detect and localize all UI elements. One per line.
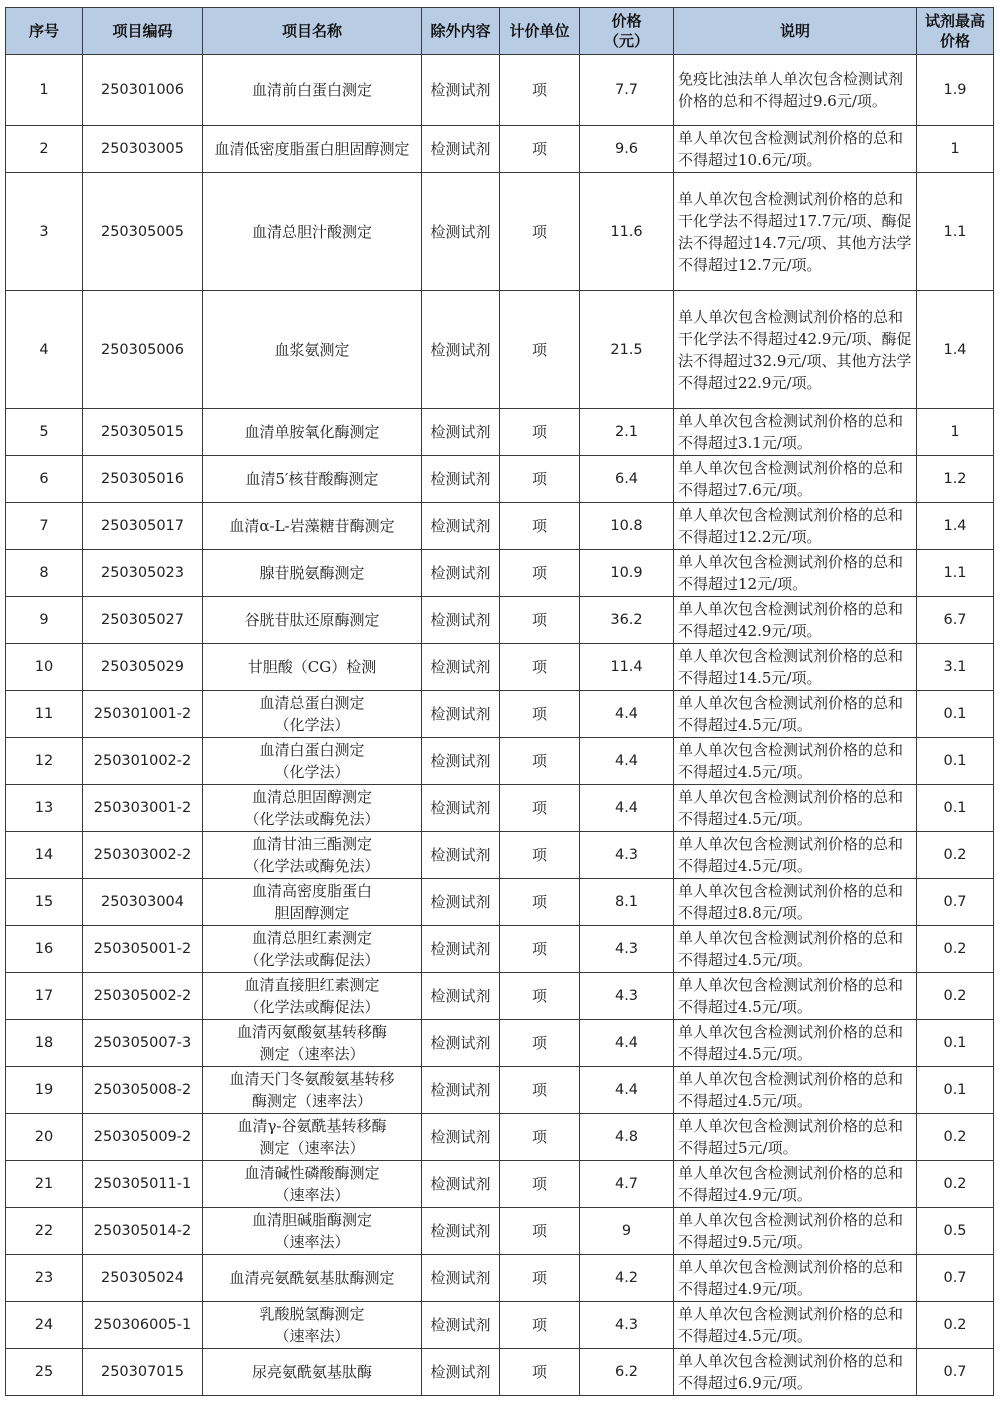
cell-name: 血清丙氨酸氨基转移酶 测定（速率法） (203, 1020, 422, 1067)
cell-code: 250305006 (83, 291, 203, 409)
cell-unit: 项 (500, 550, 580, 597)
table-row (6, 691, 994, 738)
cell-desc: 单人单次包含检测试剂价格的总和不得超过8.8元/项。 (674, 879, 917, 926)
header-name: 项目名称 (203, 8, 422, 55)
cell-unit: 项 (500, 1349, 580, 1396)
cell-seq: 2 (6, 126, 83, 173)
cell-desc: 单人单次包含检测试剂价格的总和不得超过4.5元/项。 (674, 785, 917, 832)
cell-name: 血清总胆固醇测定 （化学法或酶免法） (203, 785, 422, 832)
cell-max-price: 0.2 (917, 973, 994, 1020)
cell-unit: 项 (500, 832, 580, 879)
cell-name: 血清5′核苷酸酶测定 (203, 456, 422, 503)
cell-desc: 单人单次包含检测试剂价格的总和不得超过10.6元/项。 (674, 126, 917, 173)
cell-price: 11.4 (580, 644, 674, 691)
cell-code: 250305023 (83, 550, 203, 597)
cell-name: 尿亮氨酰氨基肽酶 (203, 1349, 422, 1396)
cell-desc: 免疫比浊法单人单次包含检测试剂价格的总和不得超过9.6元/项。 (674, 55, 917, 126)
table-row (6, 597, 994, 644)
cell-unit: 项 (500, 409, 580, 456)
cell-name: 血清总胆汁酸测定 (203, 173, 422, 291)
cell-max-price: 1.9 (917, 55, 994, 126)
cell-exclude: 检测试剂 (422, 291, 500, 409)
cell-seq: 14 (6, 832, 83, 879)
cell-price: 36.2 (580, 597, 674, 644)
cell-unit: 项 (500, 785, 580, 832)
cell-exclude: 检测试剂 (422, 550, 500, 597)
cell-name: 血清胆碱脂酶测定 （速率法） (203, 1208, 422, 1255)
cell-unit: 项 (500, 456, 580, 503)
cell-name: 血清低密度脂蛋白胆固醇测定 (203, 126, 422, 173)
cell-seq: 12 (6, 738, 83, 785)
cell-unit: 项 (500, 1255, 580, 1302)
cell-seq: 5 (6, 409, 83, 456)
cell-seq: 16 (6, 926, 83, 973)
cell-desc: 单人单次包含检测试剂价格的总和不得超过4.5元/项。 (674, 691, 917, 738)
header-unit: 计价单位 (500, 8, 580, 55)
cell-desc: 单人单次包含检测试剂价格的总和不得超过4.5元/项。 (674, 1302, 917, 1349)
table-row (6, 456, 994, 503)
cell-code: 250303002-2 (83, 832, 203, 879)
cell-price: 4.4 (580, 785, 674, 832)
cell-code: 250305009-2 (83, 1114, 203, 1161)
cell-max-price: 0.7 (917, 1255, 994, 1302)
cell-desc: 单人单次包含检测试剂价格的总和不得超过42.9元/项。 (674, 597, 917, 644)
cell-unit: 项 (500, 126, 580, 173)
header-desc: 说明 (674, 8, 917, 55)
cell-exclude: 检测试剂 (422, 503, 500, 550)
cell-max-price: 0.1 (917, 1020, 994, 1067)
table-row (6, 644, 994, 691)
cell-desc: 单人单次包含检测试剂价格的总和不得超过5元/项。 (674, 1114, 917, 1161)
cell-code: 250305015 (83, 409, 203, 456)
cell-price: 4.4 (580, 1020, 674, 1067)
cell-code: 250303005 (83, 126, 203, 173)
header-max-price: 试剂最高 价格 (917, 8, 994, 55)
cell-name: 血清天门冬氨酸氨基转移 酶测定（速率法） (203, 1067, 422, 1114)
header-exclude: 除外内容 (422, 8, 500, 55)
cell-desc: 单人单次包含检测试剂价格的总和不得超过9.5元/项。 (674, 1208, 917, 1255)
cell-desc: 单人单次包含检测试剂价格的总和不得超过4.5元/项。 (674, 832, 917, 879)
cell-price: 4.2 (580, 1255, 674, 1302)
table-row (6, 785, 994, 832)
cell-desc: 单人单次包含检测试剂价格的总和不得超过4.5元/项。 (674, 973, 917, 1020)
cell-desc: 单人单次包含检测试剂价格的总和不得超过4.5元/项。 (674, 738, 917, 785)
cell-exclude: 检测试剂 (422, 879, 500, 926)
cell-code: 250305001-2 (83, 926, 203, 973)
cell-unit: 项 (500, 738, 580, 785)
table-row (6, 926, 994, 973)
cell-unit: 项 (500, 644, 580, 691)
cell-seq: 4 (6, 291, 83, 409)
cell-seq: 11 (6, 691, 83, 738)
cell-name: 血清碱性磷酸酶测定 （速率法） (203, 1161, 422, 1208)
cell-exclude: 检测试剂 (422, 1114, 500, 1161)
cell-code: 250305017 (83, 503, 203, 550)
cell-desc: 单人单次包含检测试剂价格的总和不得超过6.9元/项。 (674, 1349, 917, 1396)
cell-code: 250305005 (83, 173, 203, 291)
cell-unit: 项 (500, 973, 580, 1020)
cell-unit: 项 (500, 926, 580, 973)
cell-code: 250305011-1 (83, 1161, 203, 1208)
cell-name: 谷胱苷肽还原酶测定 (203, 597, 422, 644)
cell-unit: 项 (500, 1114, 580, 1161)
cell-unit: 项 (500, 55, 580, 126)
cell-price: 2.1 (580, 409, 674, 456)
cell-code: 250306005-1 (83, 1302, 203, 1349)
cell-desc: 单人单次包含检测试剂价格的总和不得超过4.9元/项。 (674, 1161, 917, 1208)
cell-exclude: 检测试剂 (422, 785, 500, 832)
cell-price: 7.7 (580, 55, 674, 126)
cell-seq: 22 (6, 1208, 83, 1255)
cell-name: 甘胆酸（CG）检测 (203, 644, 422, 691)
cell-price: 21.5 (580, 291, 674, 409)
cell-seq: 9 (6, 597, 83, 644)
cell-unit: 项 (500, 879, 580, 926)
cell-unit: 项 (500, 691, 580, 738)
cell-desc: 单人单次包含检测试剂价格的总和不得超过12.2元/项。 (674, 503, 917, 550)
cell-desc: 单人单次包含检测试剂价格的总和不得超过4.5元/项。 (674, 1020, 917, 1067)
cell-max-price: 0.2 (917, 1302, 994, 1349)
cell-name: 血清亮氨酰氨基肽酶测定 (203, 1255, 422, 1302)
cell-price: 4.4 (580, 1067, 674, 1114)
cell-exclude: 检测试剂 (422, 926, 500, 973)
cell-price: 4.4 (580, 738, 674, 785)
table-row (6, 973, 994, 1020)
cell-price: 4.3 (580, 973, 674, 1020)
table-row (6, 1067, 994, 1114)
cell-desc: 单人单次包含检测试剂价格的总和干化学法不得超过17.7元/项、酶促法不得超过14.7元/项、其他方法学不得超过12.7元/项。 (674, 173, 917, 291)
cell-desc: 单人单次包含检测试剂价格的总和不得超过4.9元/项。 (674, 1255, 917, 1302)
cell-seq: 7 (6, 503, 83, 550)
cell-max-price: 0.5 (917, 1208, 994, 1255)
cell-seq: 24 (6, 1302, 83, 1349)
cell-seq: 1 (6, 55, 83, 126)
cell-unit: 项 (500, 503, 580, 550)
cell-exclude: 检测试剂 (422, 126, 500, 173)
cell-unit: 项 (500, 291, 580, 409)
header-row (6, 8, 994, 55)
cell-desc: 单人单次包含检测试剂价格的总和不得超过14.5元/项。 (674, 644, 917, 691)
cell-price: 4.4 (580, 691, 674, 738)
cell-exclude: 检测试剂 (422, 1067, 500, 1114)
cell-max-price: 1.1 (917, 173, 994, 291)
cell-price: 4.3 (580, 832, 674, 879)
table-row (6, 55, 994, 126)
cell-seq: 21 (6, 1161, 83, 1208)
cell-desc: 单人单次包含检测试剂价格的总和不得超过3.1元/项。 (674, 409, 917, 456)
header-seq: 序号 (6, 8, 83, 55)
price-table (5, 7, 994, 1396)
cell-price: 10.8 (580, 503, 674, 550)
cell-code: 250303004 (83, 879, 203, 926)
cell-exclude: 检测试剂 (422, 173, 500, 291)
table-row (6, 1302, 994, 1349)
cell-seq: 6 (6, 456, 83, 503)
cell-exclude: 检测试剂 (422, 1302, 500, 1349)
cell-max-price: 0.2 (917, 1161, 994, 1208)
cell-max-price: 0.2 (917, 1114, 994, 1161)
cell-price: 4.3 (580, 1302, 674, 1349)
cell-exclude: 检测试剂 (422, 55, 500, 126)
cell-max-price: 0.1 (917, 691, 994, 738)
cell-seq: 13 (6, 785, 83, 832)
cell-unit: 项 (500, 173, 580, 291)
cell-exclude: 检测试剂 (422, 409, 500, 456)
cell-exclude: 检测试剂 (422, 456, 500, 503)
cell-exclude: 检测试剂 (422, 691, 500, 738)
cell-price: 4.3 (580, 926, 674, 973)
cell-code: 250305007-3 (83, 1020, 203, 1067)
cell-name: 血清总蛋白测定 （化学法） (203, 691, 422, 738)
cell-max-price: 0.1 (917, 785, 994, 832)
cell-max-price: 6.7 (917, 597, 994, 644)
cell-code: 250305016 (83, 456, 203, 503)
table-row (6, 832, 994, 879)
cell-code: 250301001-2 (83, 691, 203, 738)
cell-code: 250303001-2 (83, 785, 203, 832)
cell-code: 250305014-2 (83, 1208, 203, 1255)
cell-unit: 项 (500, 1208, 580, 1255)
cell-unit: 项 (500, 1161, 580, 1208)
table-row (6, 879, 994, 926)
cell-name: 血清单胺氧化酶测定 (203, 409, 422, 456)
cell-price: 10.9 (580, 550, 674, 597)
cell-desc: 单人单次包含检测试剂价格的总和干化学法不得超过42.9元/项、酶促法不得超过32.9元/项、其他方法学不得超过22.9元/项。 (674, 291, 917, 409)
cell-name: 乳酸脱氢酶测定 （速率法） (203, 1302, 422, 1349)
cell-name: 血浆氨测定 (203, 291, 422, 409)
cell-price: 11.6 (580, 173, 674, 291)
cell-price: 9 (580, 1208, 674, 1255)
cell-code: 250307015 (83, 1349, 203, 1396)
cell-seq: 15 (6, 879, 83, 926)
cell-max-price: 0.7 (917, 1349, 994, 1396)
table-row (6, 1114, 994, 1161)
cell-max-price: 3.1 (917, 644, 994, 691)
table-row (6, 409, 994, 456)
cell-code: 250305029 (83, 644, 203, 691)
cell-seq: 3 (6, 173, 83, 291)
table-row (6, 126, 994, 173)
table-row (6, 1208, 994, 1255)
cell-max-price: 0.1 (917, 738, 994, 785)
cell-price: 6.4 (580, 456, 674, 503)
cell-seq: 23 (6, 1255, 83, 1302)
cell-max-price: 1 (917, 126, 994, 173)
table-row (6, 1020, 994, 1067)
header-price: 价格 （元） (580, 8, 674, 55)
cell-exclude: 检测试剂 (422, 597, 500, 644)
cell-max-price: 0.2 (917, 926, 994, 973)
cell-seq: 25 (6, 1349, 83, 1396)
cell-max-price: 1 (917, 409, 994, 456)
cell-name: 血清甘油三酯测定 （化学法或酶免法） (203, 832, 422, 879)
cell-name: 血清总胆红素测定 （化学法或酶促法） (203, 926, 422, 973)
cell-max-price: 0.1 (917, 1067, 994, 1114)
cell-seq: 19 (6, 1067, 83, 1114)
cell-exclude: 检测试剂 (422, 1161, 500, 1208)
cell-max-price: 0.2 (917, 832, 994, 879)
table-row (6, 1349, 994, 1396)
cell-code: 250301006 (83, 55, 203, 126)
cell-unit: 项 (500, 1302, 580, 1349)
cell-max-price: 1.2 (917, 456, 994, 503)
table-row (6, 503, 994, 550)
cell-code: 250305002-2 (83, 973, 203, 1020)
cell-desc: 单人单次包含检测试剂价格的总和不得超过4.5元/项。 (674, 926, 917, 973)
table-row (6, 291, 994, 409)
cell-exclude: 检测试剂 (422, 1255, 500, 1302)
cell-exclude: 检测试剂 (422, 832, 500, 879)
cell-unit: 项 (500, 1020, 580, 1067)
cell-price: 9.6 (580, 126, 674, 173)
cell-desc: 单人单次包含检测试剂价格的总和不得超过7.6元/项。 (674, 456, 917, 503)
cell-max-price: 1.4 (917, 503, 994, 550)
cell-exclude: 检测试剂 (422, 738, 500, 785)
cell-price: 8.1 (580, 879, 674, 926)
table-row (6, 738, 994, 785)
table-row (6, 550, 994, 597)
cell-exclude: 检测试剂 (422, 1208, 500, 1255)
cell-name: 血清高密度脂蛋白 胆固醇测定 (203, 879, 422, 926)
cell-exclude: 检测试剂 (422, 644, 500, 691)
cell-exclude: 检测试剂 (422, 973, 500, 1020)
cell-seq: 20 (6, 1114, 83, 1161)
cell-name: 腺苷脱氨酶测定 (203, 550, 422, 597)
cell-seq: 17 (6, 973, 83, 1020)
cell-price: 6.2 (580, 1349, 674, 1396)
cell-exclude: 检测试剂 (422, 1020, 500, 1067)
cell-max-price: 1.1 (917, 550, 994, 597)
cell-name: 血清γ-谷氨酰基转移酶 测定（速率法） (203, 1114, 422, 1161)
cell-desc: 单人单次包含检测试剂价格的总和不得超过4.5元/项。 (674, 1067, 917, 1114)
cell-code: 250301002-2 (83, 738, 203, 785)
cell-name: 血清直接胆红素测定 （化学法或酶促法） (203, 973, 422, 1020)
cell-seq: 18 (6, 1020, 83, 1067)
header-code: 项目编码 (83, 8, 203, 55)
cell-max-price: 0.7 (917, 879, 994, 926)
cell-price: 4.7 (580, 1161, 674, 1208)
cell-seq: 10 (6, 644, 83, 691)
cell-name: 血清α-L-岩藻糖苷酶测定 (203, 503, 422, 550)
table-row (6, 1255, 994, 1302)
table-row (6, 1161, 994, 1208)
cell-unit: 项 (500, 597, 580, 644)
cell-exclude: 检测试剂 (422, 1349, 500, 1396)
cell-code: 250305008-2 (83, 1067, 203, 1114)
cell-seq: 8 (6, 550, 83, 597)
cell-code: 250305027 (83, 597, 203, 644)
cell-price: 4.8 (580, 1114, 674, 1161)
cell-max-price: 1.4 (917, 291, 994, 409)
cell-name: 血清前白蛋白测定 (203, 55, 422, 126)
cell-desc: 单人单次包含检测试剂价格的总和不得超过12元/项。 (674, 550, 917, 597)
cell-name: 血清白蛋白测定 （化学法） (203, 738, 422, 785)
cell-unit: 项 (500, 1067, 580, 1114)
cell-code: 250305024 (83, 1255, 203, 1302)
table-row (6, 173, 994, 291)
